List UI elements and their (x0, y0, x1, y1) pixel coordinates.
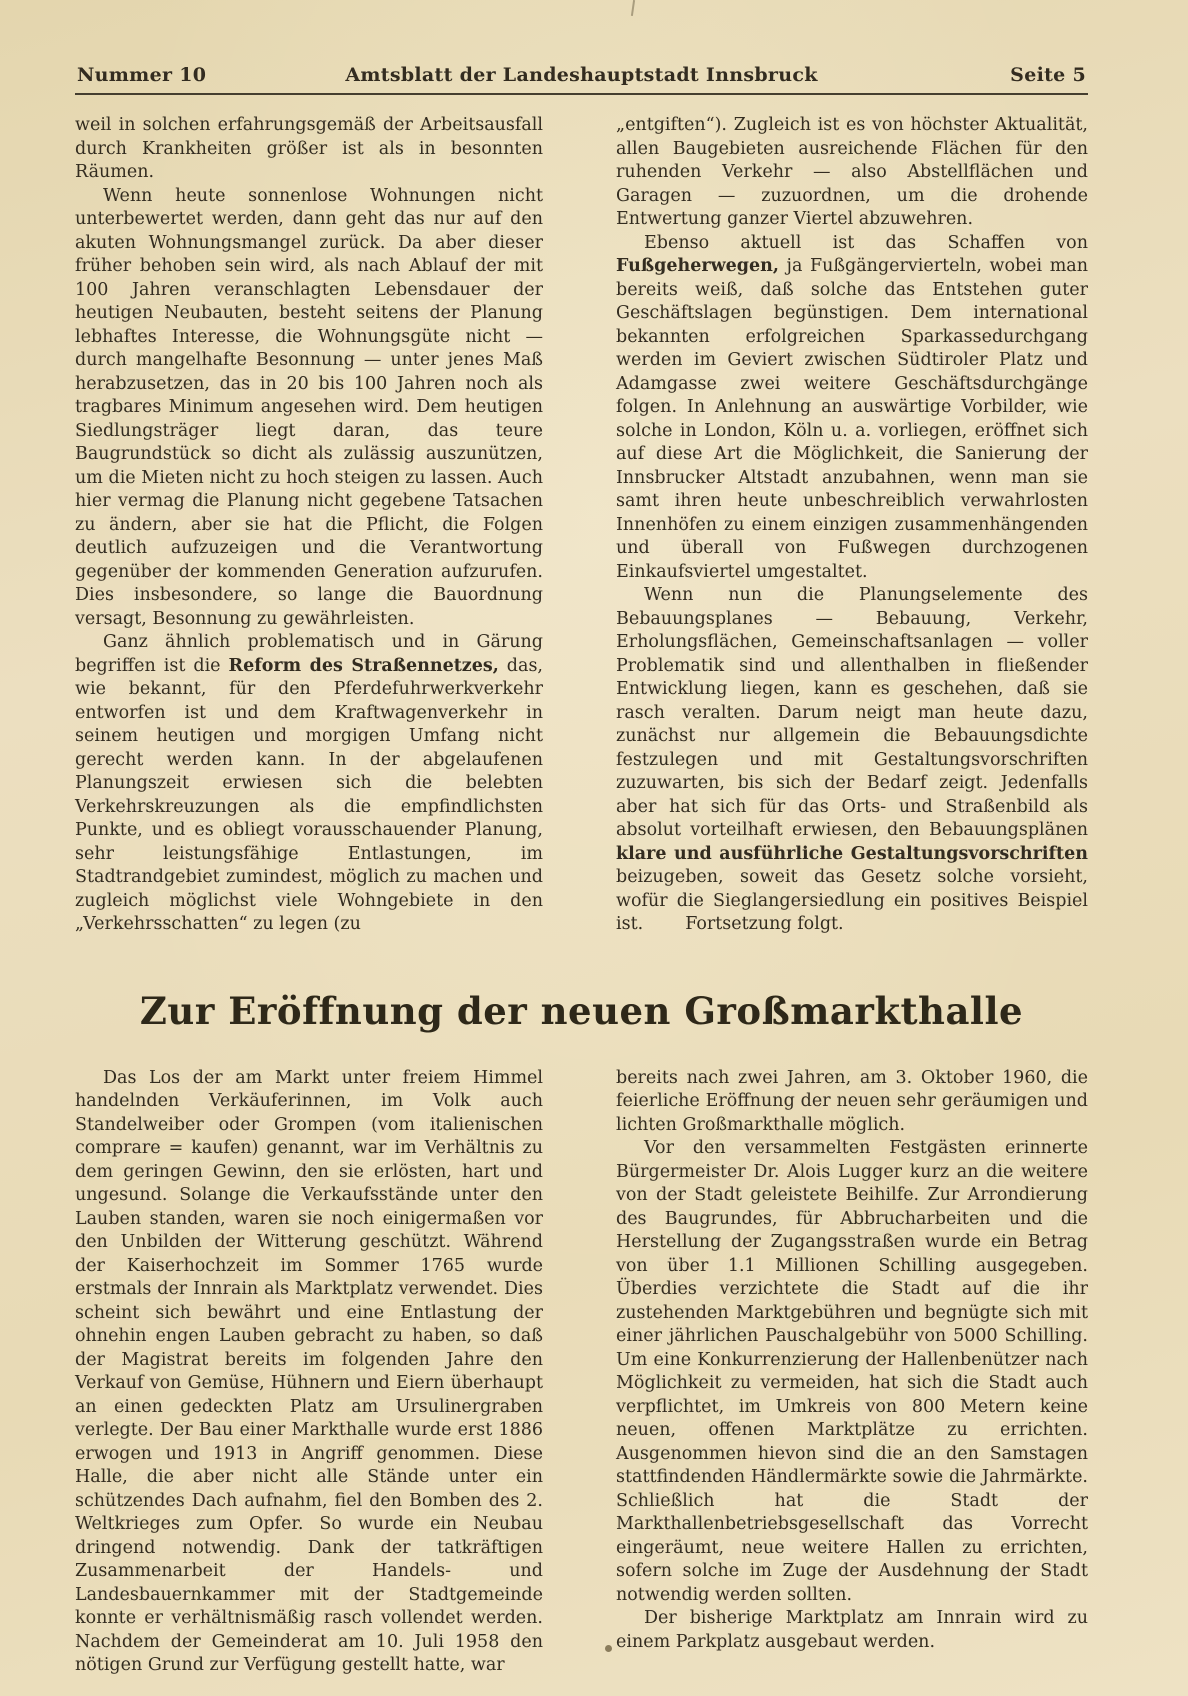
emphasized-text: Reform des Straßennetzes, (228, 655, 499, 676)
page-header (75, 64, 1088, 86)
article-grossmarkthalle (75, 1067, 1088, 1678)
article2-left-column (75, 1067, 543, 1678)
body-text: ja Fußgängervierteln, wobei man bereits weiß, daß solche das Entstehen guter Geschäftslagen begünstigen. Dem international bekannten erfolgreichen Sparkassedurchgang werden im Geviert zwischen Südtiroler Platz und Adamgasse zwei weitere Geschäftsdurchgänge folgen. In Anlehnung an auswärtige Vorbilder, wie solche in London, Köln u. a. vorliegen, eröffnet sich auf diese Art die Möglichkeit, die Sanierung der Innsbrucker Altstadt anzubahnen, wenn man sie samt ihren heute unbeschreiblich verwahrlosten Innenhöfen zu einem einzigen zusammenhängenden und überall von Fußwegen durchzogenen Einkaufsviertel umgestaltet. (616, 256, 1088, 582)
page-number: Seite 5 (1010, 64, 1086, 86)
masthead-title: Amtsblatt der Landeshauptstadt Innsbruck (345, 64, 818, 86)
body-text: Wenn nun die Planungselemente des Bebauungsplanes — Bebauung, Verkehr, Erholungsflächen, Gemeinschaftsanlagen — voller Problematik sind und allenthalben in fließender Entwicklung liegen, kann es geschehen, daß sie rasch veralten. Darum neigt man heute dazu, zunächst nur allgemein die Bebauungsdichte festzulegen und mit Gestaltungsvorschriften zuzuwarten, bis sich der Bedarf zeigt. Jedenfalls aber hat sich für das Orts- und Straßenbild als absolut vorteilhaft erwiesen, den Bebauungsplänen (616, 585, 1088, 840)
body-text: „entgiften“). Zugleich ist es von höchster Aktualität, allen Baugebieten ausreichende Flächen für den ruhenden Verkehr — also Abstellflächen und Garagen — zuzuordnen, um die drohende Entwertung ganzer Viertel abzuwehren. (616, 115, 1088, 229)
body-text: beizugeben, soweit das Gesetz solche vorsieht, wofür die Sieglangersiedlung ein positives Beispiel ist. (616, 867, 1088, 934)
body-text: Fortsetzung folgt. (685, 914, 844, 934)
article1-right-column (616, 114, 1088, 937)
body-text: weil in solchen erfahrungsgemäß der Arbeitsausfall durch Krankheiten größer ist als in besonnten Räumen. (75, 115, 543, 182)
body-text: Der bisherige Marktplatz am Innrain wird zu einem Parkplatz ausgebaut werden. (616, 1608, 1088, 1652)
paragraph (75, 114, 543, 185)
emphasized-text: klare und ausführliche Gestaltungsvorschriften (616, 843, 1088, 864)
article2-right-column (616, 1067, 1088, 1678)
body-text: Ganz ähnlich problematisch und in Gärung begriffen ist die (75, 632, 543, 676)
body-text: Ebenso aktuell ist das Schaffen von (644, 232, 1088, 253)
paper-scratch-mark (631, 0, 635, 16)
paragraph (616, 1137, 1088, 1607)
header-rule (75, 93, 1088, 95)
paper-speck (605, 1645, 612, 1652)
body-text: Das Los der am Markt unter freiem Himmel handelnden Verkäuferinnen, im Volk auch Standelweiber oder Grompen (vom italienischen comprare = kaufen) genannt, war im Verhältnis zu dem geringen Gewinn, den sie erlösten, hart und ungesund. Solange die Verkaufsstände unter den Lauben standen, waren sie noch einigermaßen vor den Unbilden der Witterung geschützt. Während der Kaiserhochzeit im Sommer 1765 wurde erstmals der Innrain als Marktplatz verwendet. Dies scheint sich bewährt und eine Entlastung der ohnehin engen Lauben gebracht zu haben, so daß der Magistrat bereits im folgenden Jahre den Verkauf von Gemüse, Hühnern und Eiern überhaupt an einen gedeckten Platz am Ursulinergraben verlegte. Der Bau einer Markthalle wurde erst 1886 erwogen und 1913 in Angriff genommen. Diese Halle, die aber nicht alle Stände unter ein schützendes Dach aufnahm, fiel den Bomben des 2. Weltkrieges zum Opfer. So wurde ein Neubau dringend notwendig. Dank der tatkräftigen Zusammenarbeit der Handels- und Landesbauernkammer mit der Stadtgemeinde konnte er verhältnismäßig rasch vollendet werden. Nachdem der Gemeinderat am 10. Juli 1958 den nötigen Grund zur Verfügung gestellt hatte, war (75, 1067, 543, 1675)
article1-left-column (75, 114, 543, 937)
article2-headline: Zur Eröffnung der neuen Großmarkthalle (139, 988, 1024, 1033)
body-text: bereits nach zwei Jahren, am 3. Oktober 1960, die feierliche Eröffnung der neuen sehr geräumigen und lichten Großmarkthalle möglich. (616, 1067, 1088, 1135)
emphasized-text: Fußgeherwegen, (616, 256, 779, 276)
body-text: Vor den versammelten Festgästen erinnerte Bürgermeister Dr. Alois Lugger kurz an die weitere von der Stadt geleistete Beihilfe. Zur Arrondierung des Baugrundes, für Abbrucharbeiten und die Herstellung der Zugangsstraßen wurde ein Betrag von über 1.1 Millionen Schilling ausgegeben. Überdies verzichtete die Stadt auf die ihr zustehenden Marktgebühren und begnügte sich mit einer jährlichen Pauschalgebühr von 5000 Schilling. Um eine Konkurrenzierung der Hallenbenützer nach Möglichkeit zu vermeiden, hat sich die Stadt auch verpflichtet, im Umkreis von 800 Metern keine neuen, offenen Marktplätze zu errichten. Ausgenommen hievon sind die an den Samstagen stattfindenden Händlermärkte sowie die Jahrmärkte. Schließlich hat die Stadt der Markthallenbetriebsgesellschaft das Vorrecht eingeräumt, neue weitere Hallen zu errichten, sofern solche im Zuge der Ausdehnung der Stadt notwendig werden sollten. (616, 1138, 1088, 1605)
paragraph (616, 114, 1088, 232)
paragraph (616, 1067, 1088, 1138)
paragraph (75, 1067, 543, 1678)
paragraph (616, 1607, 1088, 1654)
paragraph (75, 185, 543, 632)
paragraph (616, 232, 1088, 585)
article-continuation (75, 114, 1088, 937)
paragraph (616, 584, 1088, 937)
body-text: Wenn heute sonnenlose Wohnungen nicht unterbewertet werden, dann geht das nur auf den akuten Wohnungsmangel zurück. Da aber dieser früher behoben sein wird, als nach Ablauf der mit 100 Jahren veranschlagten Lebensdauer der heutigen Neubauten, besteht seitens der Planung lebhaftes Interesse, die Wohnungsgüte nicht — durch mangelhafte Besonnung — unter jenes Maß herabzusetzen, das in 20 bis 100 Jahren noch als tragbares Minimum angesehen wird. Dem heutigen Siedlungsträger liegt daran, das teure Baugrundstück so dicht als zulässig auszunützen, um die Mieten nicht zu hoch steigen zu lassen. Auch hier vermag die Planung nicht gegebene Tatsachen zu ändern, aber sie hat die Pflicht, die Folgen deutlich aufzuzeigen und die Verantwortung gegenüber der kommenden Generation aufzurufen. Dies insbesondere, so lange die Bauordnung versagt, Besonnung zu gewährleisten. (75, 185, 543, 629)
paragraph (75, 631, 543, 937)
body-text: das, wie bekannt, für den Pferdefuhrwerkverkehr entworfen ist und dem Kraftwagenverkehr in seinem heutigen und morgigen Umfang nicht gerecht werden kann. In der abgelaufenen Planungszeit erwiesen sich die belebten Verkehrskreuzungen als die empfindlichsten Punkte, und es obliegt vorausschauender Planung, sehr leistungsfähige Entlastungen, im Stadtrandgebiet zumindest, möglich zu machen und zugleich möglichst viele Wohngebiete in den „Verkehrsschatten“ zu legen (zu (75, 655, 543, 934)
issue-number: Nummer 10 (77, 64, 207, 86)
